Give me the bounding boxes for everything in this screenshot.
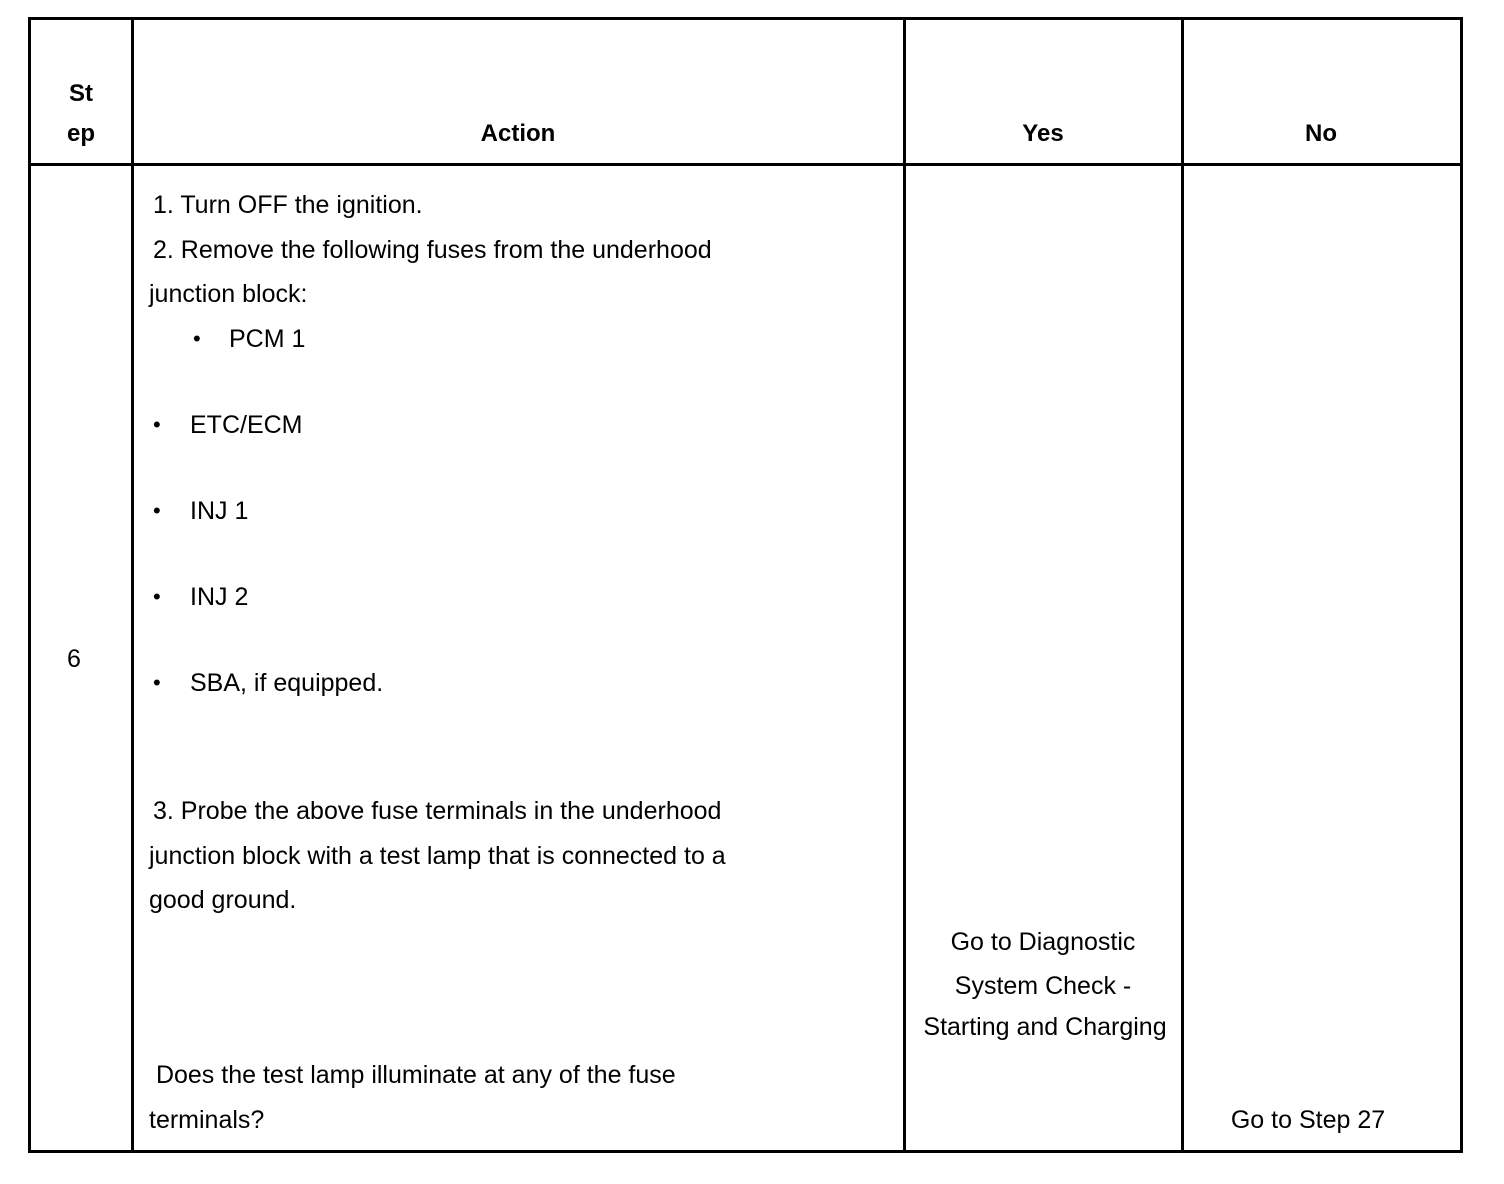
bullet-glyph: • xyxy=(153,498,161,523)
fuse-item: INJ 1 xyxy=(190,497,249,525)
action-item-2-line2: junction block: xyxy=(149,280,308,308)
fuse-item: ETC/ECM xyxy=(190,411,303,439)
fuse-item: INJ 2 xyxy=(190,583,249,611)
column-divider-yes xyxy=(1181,20,1184,1150)
action-item-1: 1. Turn OFF the ignition. xyxy=(153,191,423,219)
header-action: Action xyxy=(480,120,556,147)
yes-line2: System Check - xyxy=(954,972,1132,1000)
header-step-line1: St xyxy=(69,80,93,107)
column-divider-step xyxy=(131,20,134,1150)
action-item-3-line1: 3. Probe the above fuse terminals in the underhood xyxy=(153,797,722,825)
header-step xyxy=(31,74,131,154)
action-item-2-line1: 2. Remove the following fuses from the underhood xyxy=(153,236,712,264)
step-number: 6 xyxy=(67,645,81,673)
diagnostic-table xyxy=(28,17,1463,1153)
bullet-glyph: • xyxy=(153,412,161,437)
action-item-3-line2: junction block with a test lamp that is connected to a xyxy=(149,842,726,870)
header-yes: Yes xyxy=(1022,120,1064,147)
bullet-glyph: • xyxy=(153,670,161,695)
bullet-glyph: • xyxy=(193,326,201,351)
fuse-item: SBA, if equipped. xyxy=(190,669,384,697)
action-item-3-line3: good ground. xyxy=(149,886,297,914)
header-no: No xyxy=(1305,120,1337,147)
question-line2: terminals? xyxy=(149,1106,265,1134)
yes-line3: Starting and Charging xyxy=(923,1013,1167,1041)
question-line1: Does the test lamp illuminate at any of the fuse xyxy=(149,1061,676,1089)
header-divider xyxy=(31,163,1460,166)
header-step-line2: ep xyxy=(66,120,95,147)
no-result: Go to Step 27 xyxy=(1230,1106,1386,1134)
bullet-glyph: • xyxy=(153,584,161,609)
fuse-item-pcm1: PCM 1 xyxy=(229,325,306,353)
yes-line1: Go to Diagnostic xyxy=(950,928,1136,956)
